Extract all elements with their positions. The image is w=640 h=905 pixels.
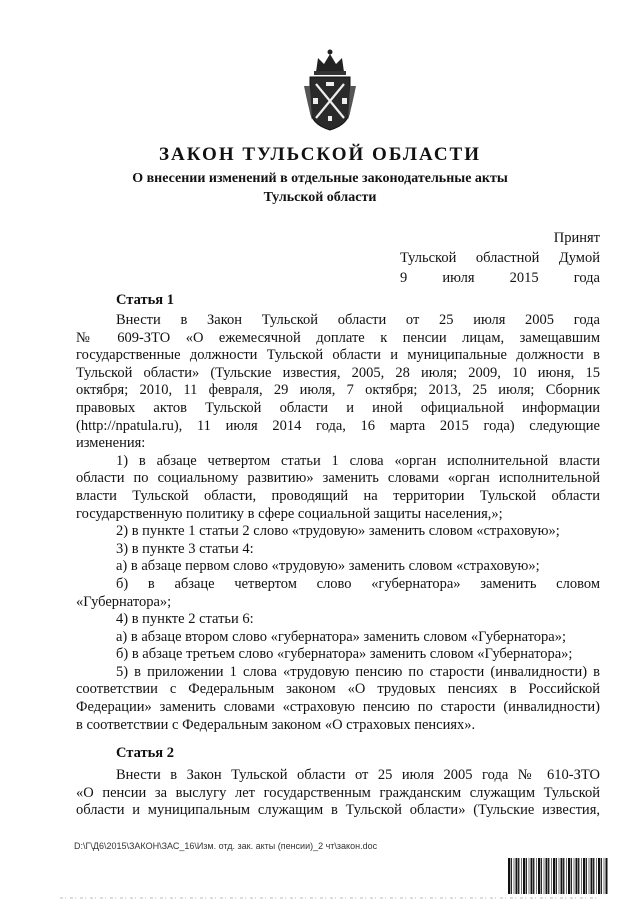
article1-item-line: в соответствии с Федеральным законом «О страховых пенсиях». — [76, 716, 476, 733]
article1-item-line: области по социальному развитию» заменить словами «орган исполнительной — [76, 470, 600, 487]
article1-body — [76, 312, 600, 734]
article2-heading: Статья 2 — [116, 745, 174, 761]
adoption-block — [400, 228, 600, 288]
article1-line: изменения: — [76, 435, 146, 452]
article1-item-line: б) в абзаце третьем слово «губернатора» заменить словом «Губернатора»; — [116, 646, 573, 663]
adopted-label: Принят — [553, 230, 600, 246]
article1-item-line: 3) в пункте 3 статьи 4: — [116, 540, 254, 557]
article1-line: № 609-ЗТО «О ежемесячной доплате к пенсии лицам, замещавшим — [76, 329, 600, 346]
article1-item-line: б) в абзаце четвертом слово «губернатора» заменить словом — [116, 575, 600, 592]
article1-line: Внести в Закон Тульской области от 25 июля 2005 года — [116, 312, 600, 328]
article2-body — [76, 767, 600, 820]
barcode — [508, 858, 608, 894]
article1-line: государственные должности Тульской области и муниципальные должности в — [76, 347, 600, 364]
article1-item-line: «Губернатора»; — [76, 593, 172, 610]
article1-item-line: 4) в пункте 2 статьи 6: — [116, 611, 254, 628]
article1-item-line: 2) в пункте 1 статьи 2 слово «трудовую» заменить словом «страховую»; — [116, 523, 560, 540]
document-subtitle-line1: О внесении изменений в отдельные законодательные акты — [132, 171, 508, 186]
adopted-body: Тульской областной Думой — [400, 250, 600, 266]
article1-item-line: власти Тульской области, проводящий на территории Тульской области — [76, 487, 600, 504]
scan-edge-artifact — [0, 896, 640, 900]
adopted-date: 9 июля 2015 года — [400, 270, 600, 286]
article1-item-line: а) в абзаце первом слово «трудовую» заменить словом «страховую»; — [116, 558, 540, 575]
coat-of-arms-emblem — [302, 46, 358, 132]
article1-line: правовых актов Тульской области и иной официальной информации — [76, 399, 600, 416]
article1-item-line: государственную политику в сфере социальной защиты населения,»; — [76, 505, 503, 522]
article1-heading: Статья 1 — [116, 292, 174, 308]
article1-item-line: соответствии с Федеральным законом «О трудовых пенсиях в Российской — [76, 681, 600, 698]
article2-line: Внести в Закон Тульской области от 25 июля 2005 года № 610-ЗТО — [116, 767, 600, 783]
document-title: ЗАКОН ТУЛЬСКОЙ ОБЛАСТИ — [158, 144, 482, 165]
file-path-footer: D:\Г\Д6\2015\ЗАКОН\ЗАС_16\Изм. отд. зак. акты (пенсии)_2 чт\закон.doc — [74, 841, 378, 851]
article1-line: Тульской области» (Тульские известия, 2005, 28 июля; 2009, 10 июня, 15 — [76, 364, 600, 381]
article1-item-line: а) в абзаце втором слово «губернатора» заменить словом «Губернатора»; — [116, 628, 567, 645]
article1-line: октября; 2010, 11 февраля, 29 июля, 7 октября; 2013, 25 июля; Сборник — [76, 382, 600, 399]
document-subtitle-line2: Тульской области — [263, 190, 377, 205]
article1-item-line: Федерации» заменить словами «страховую пенсию по старости (инвалидности) — [76, 699, 600, 716]
article2-line: области и муниципальным служащим в Тульской области» (Тульские известия, — [76, 802, 600, 819]
article1-item-line: 1) в абзаце четвертом статьи 1 слова «орган исполнительной власти — [116, 452, 600, 469]
article1-item-line: 5) в приложении 1 слова «трудовую пенсию по старости (инвалидности) в — [116, 663, 600, 680]
article1-line: (http://npatula.ru), 11 июля 2014 года, 16 марта 2015 года) следующие — [76, 417, 600, 434]
article2-line: «О пенсии за выслугу лет государственным гражданским служащим Тульской — [76, 784, 600, 801]
